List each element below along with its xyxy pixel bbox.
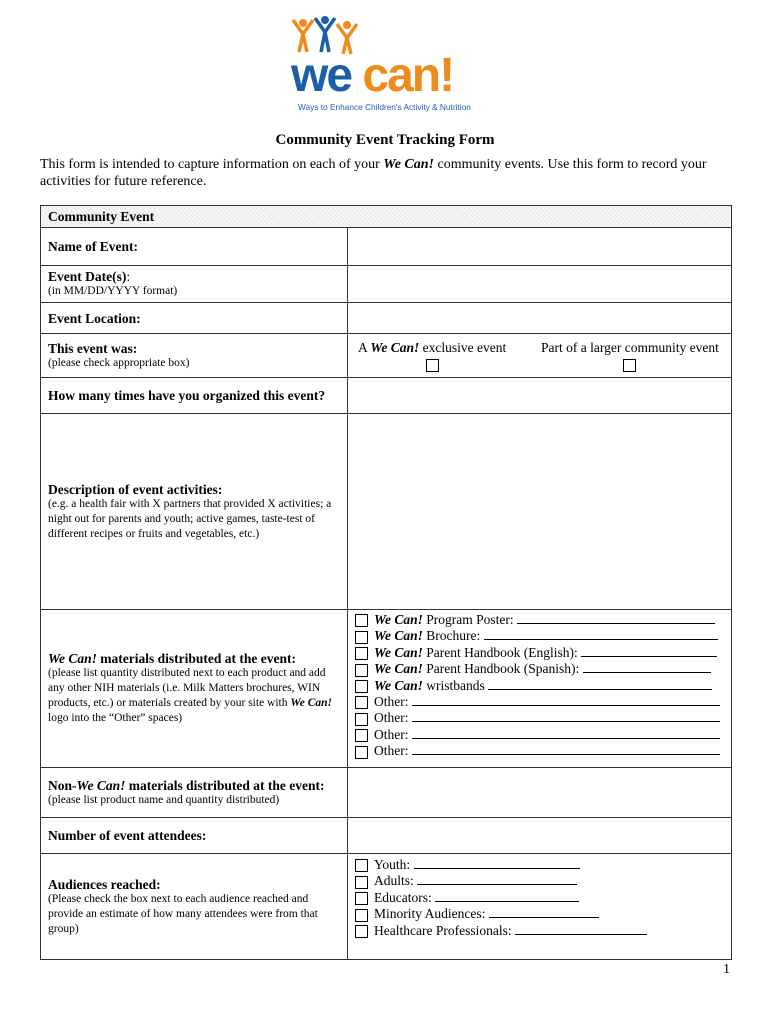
- material-checkbox[interactable]: [355, 696, 368, 709]
- audience-count-line[interactable]: [489, 905, 599, 918]
- material-quantity-line[interactable]: [484, 627, 718, 640]
- non-prefix: Non-: [48, 777, 77, 793]
- intro-text-a: This form is intended to capture information on each of your: [40, 157, 384, 172]
- attendees-label: Number of event attendees:: [48, 828, 207, 843]
- material-quantity-line[interactable]: [583, 660, 711, 673]
- larger-event-checkbox[interactable]: [623, 359, 636, 372]
- material-emph: We Can!: [374, 677, 423, 693]
- audience-label: Educators:: [374, 889, 432, 905]
- material-label: Other:: [374, 743, 409, 759]
- material-item: [355, 726, 724, 742]
- audience-item: [355, 872, 724, 888]
- option-b-label: Part of a larger community event: [541, 340, 719, 355]
- audience-checkbox[interactable]: [355, 876, 368, 889]
- audience-count-line[interactable]: [515, 922, 647, 935]
- option-a-emph: We Can!: [370, 340, 420, 355]
- date-label: Event Date(s): [48, 269, 127, 284]
- material-label: Other:: [374, 710, 409, 726]
- event-was-cell: [41, 334, 348, 378]
- audiences-list: [348, 854, 732, 960]
- audience-item: [355, 905, 724, 921]
- material-quantity-line[interactable]: [581, 644, 717, 657]
- event-type-options: [348, 334, 732, 378]
- non-materials-input[interactable]: [348, 768, 732, 818]
- non-materials-label: materials distributed at the event:: [125, 777, 325, 793]
- audience-checkbox[interactable]: [355, 892, 368, 905]
- option-a-prefix: A: [358, 340, 371, 355]
- audience-count-line[interactable]: [435, 889, 579, 902]
- non-materials-label-cell: [41, 768, 348, 818]
- material-emph: We Can!: [374, 661, 423, 677]
- materials-note-emph: We Can!: [290, 697, 333, 709]
- non-materials-note: (please list product name and quantity distributed): [48, 793, 280, 806]
- location-label-cell: [41, 303, 348, 334]
- logo-wordmark: [291, 49, 454, 102]
- audience-label: Youth:: [374, 857, 411, 872]
- audience-count-line[interactable]: [417, 872, 577, 885]
- material-quantity-line[interactable]: [412, 709, 720, 722]
- logo-we: we: [291, 49, 352, 102]
- audience-item: [355, 922, 724, 938]
- audience-checkbox[interactable]: [355, 925, 368, 938]
- audience-label: Adults:: [374, 873, 414, 889]
- materials-label-cell: [41, 610, 348, 768]
- section-header: Community Event: [41, 206, 732, 228]
- location-input[interactable]: [348, 303, 732, 334]
- materials-note: [48, 666, 340, 726]
- materials-list: [348, 610, 732, 768]
- material-label: Program Poster:: [422, 612, 514, 627]
- material-label: Brochure:: [422, 628, 481, 644]
- logo-tagline: Ways to Enhance Children's Activity & Nutrition: [298, 102, 471, 112]
- event-was-note: (please check appropriate box): [48, 357, 190, 369]
- date-input[interactable]: [348, 266, 732, 303]
- name-label-cell: [41, 228, 348, 266]
- attendees-input[interactable]: [348, 818, 732, 854]
- material-checkbox[interactable]: [355, 631, 368, 644]
- material-checkbox[interactable]: [355, 729, 368, 742]
- form-title: Community Event Tracking Form: [275, 132, 495, 148]
- material-checkbox[interactable]: [355, 713, 368, 726]
- material-label: Parent Handbook (English):: [422, 644, 578, 660]
- intro-text-b: community events. Use this form to record your activities for future reference.: [40, 157, 707, 189]
- audience-count-line[interactable]: [414, 856, 580, 869]
- page-number: 1: [723, 962, 730, 977]
- intro-emph: We Can!: [383, 157, 434, 172]
- audiences-label-cell: [41, 854, 348, 960]
- material-label: Parent Handbook (Spanish):: [422, 661, 580, 677]
- material-quantity-line[interactable]: [488, 677, 712, 690]
- option-a-suffix: exclusive event: [419, 340, 507, 355]
- times-label: How many times have you organized this event?: [48, 388, 326, 403]
- material-checkbox[interactable]: [355, 746, 368, 759]
- attendees-label-cell: [41, 818, 348, 854]
- audience-label: Healthcare Professionals:: [374, 922, 512, 938]
- name-input[interactable]: [348, 228, 732, 266]
- date-colon: :: [126, 269, 131, 284]
- times-label-cell: [41, 378, 348, 414]
- audience-label: Minority Audiences:: [374, 906, 486, 922]
- materials-note-a: (please list quantity distributed next to each product and add any other NIH materials (i.e. Milk Matters brochures, WIN products, etc.) or materials created by your site with: [48, 667, 326, 709]
- desc-note: (e.g. a health fair with X partners that provided X activities; a night out for parents and youth; active games, taste-test of different recipes or fruits and vegetables, etc.): [48, 497, 332, 540]
- audiences-label: Audiences reached:: [48, 876, 161, 892]
- materials-note-b: logo into the “Other” spaces): [48, 712, 183, 724]
- event-was-label: This event was:: [48, 341, 138, 356]
- material-label: Other:: [374, 693, 409, 709]
- material-item: [355, 627, 724, 643]
- material-label: wristbands: [422, 677, 485, 693]
- material-quantity-line[interactable]: [517, 611, 715, 624]
- option-exclusive[interactable]: [358, 340, 506, 372]
- exclusive-checkbox[interactable]: [426, 359, 439, 372]
- material-item: [355, 677, 724, 693]
- audience-item: [355, 856, 724, 872]
- material-item: [355, 611, 724, 627]
- date-note: (in MM/DD/YYYY format): [48, 285, 178, 297]
- material-quantity-line[interactable]: [412, 693, 720, 706]
- material-checkbox[interactable]: [355, 664, 368, 677]
- material-emph: We Can!: [374, 644, 423, 660]
- desc-input[interactable]: [348, 414, 732, 610]
- desc-label-cell: [41, 414, 348, 610]
- desc-label: Description of event activities:: [48, 481, 223, 497]
- material-quantity-line[interactable]: [412, 726, 720, 739]
- material-quantity-line[interactable]: [412, 742, 720, 755]
- material-emph: We Can!: [374, 628, 423, 644]
- we-can-logo: [285, 14, 490, 114]
- materials-label: materials distributed at the event:: [96, 651, 296, 666]
- option-larger[interactable]: [541, 340, 719, 372]
- audience-checkbox[interactable]: [355, 859, 368, 872]
- name-label: Name of Event:: [48, 239, 138, 254]
- material-item: [355, 644, 724, 660]
- audiences-note: (Please check the box next to each audience reached and provide an estimate of how many attendees were from that group): [48, 892, 318, 935]
- audience-item: [355, 889, 724, 905]
- date-label-cell: [41, 266, 348, 303]
- material-checkbox[interactable]: [355, 614, 368, 627]
- material-item: [355, 693, 724, 709]
- material-checkbox[interactable]: [355, 680, 368, 693]
- event-form-table: [40, 205, 732, 960]
- materials-emph: We Can!: [48, 651, 97, 666]
- logo-can: can!: [362, 49, 454, 102]
- times-input[interactable]: [348, 378, 732, 414]
- intro-paragraph: [40, 156, 730, 190]
- non-emph: We Can!: [76, 777, 126, 793]
- material-emph: We Can!: [374, 612, 423, 627]
- material-label: Other:: [374, 726, 409, 742]
- material-item: [355, 660, 724, 676]
- material-item: [355, 742, 724, 758]
- audience-checkbox[interactable]: [355, 909, 368, 922]
- location-label: Event Location:: [48, 310, 141, 326]
- material-checkbox[interactable]: [355, 647, 368, 660]
- material-item: [355, 709, 724, 725]
